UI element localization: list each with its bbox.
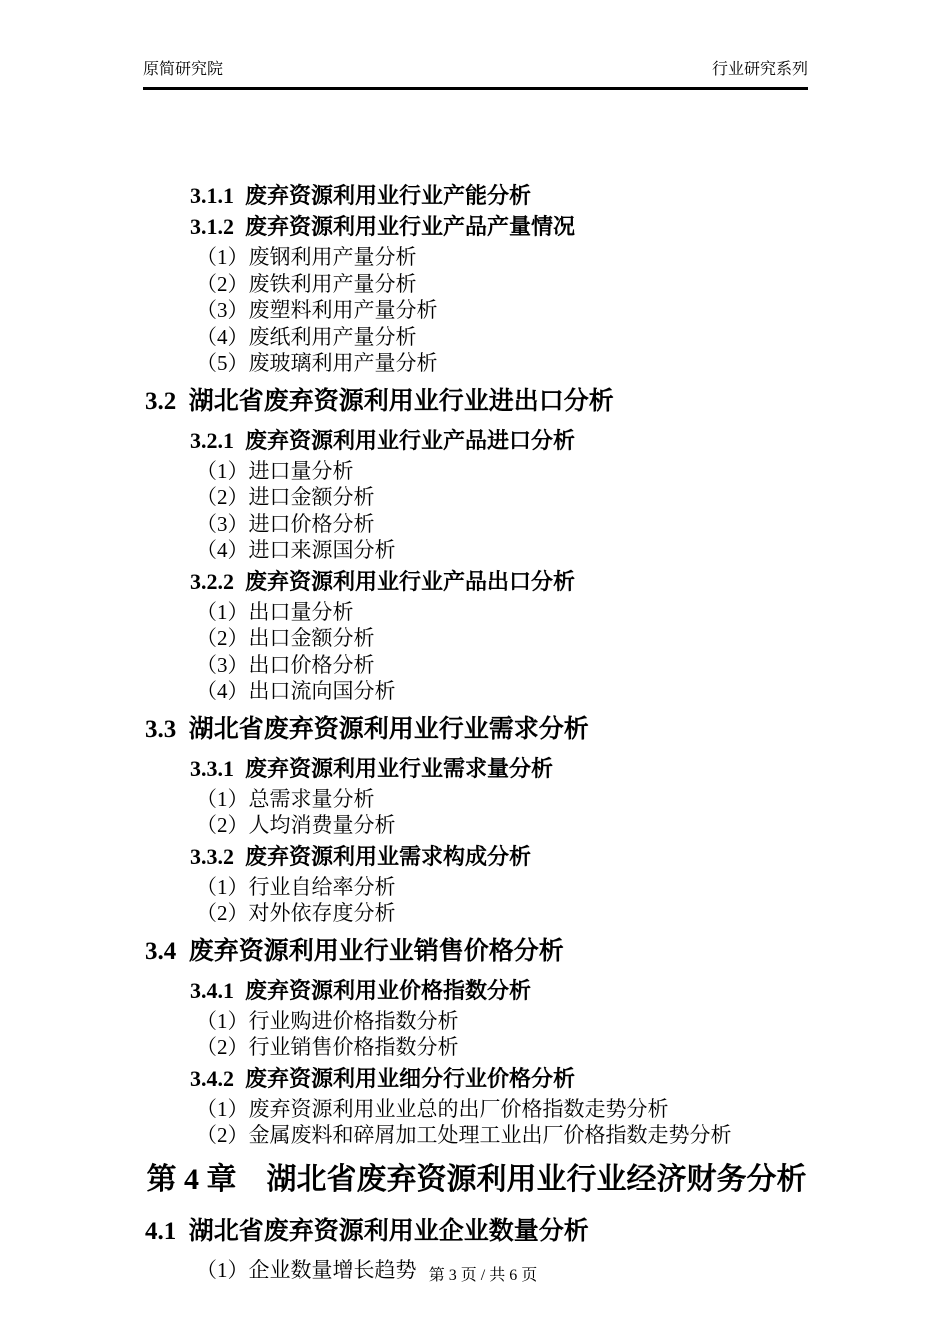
toc-entry-item: （1）总需求量分析 bbox=[196, 786, 375, 811]
header-left-text: 原简研究院 bbox=[143, 61, 224, 78]
toc-entry-h2: 4.1 湖北省废弃资源利用业企业数量分析 bbox=[145, 1217, 589, 1245]
header-right-text: 行业研究系列 bbox=[711, 61, 808, 78]
toc-entry-item: （1）出口量分析 bbox=[196, 599, 354, 624]
toc-entry-item: （5）废玻璃利用产量分析 bbox=[196, 351, 438, 375]
toc-entry-h3: 3.2.2 废弃资源利用业行业产品出口分析 bbox=[190, 568, 576, 594]
toc-entry-item: （1）废弃资源利用业业总的出厂价格指数走势分析 bbox=[196, 1096, 669, 1121]
toc-entry-h3: 3.4.1 废弃资源利用业价格指数分析 bbox=[190, 977, 532, 1003]
toc-entry-item: （2）金属废料和碎屑加工处理工业出厂价格指数走势分析 bbox=[196, 1123, 732, 1147]
page-number-indicator: 第 3 页 / 共 6 页 bbox=[428, 1267, 538, 1284]
toc-entry-h3: 3.1.2 废弃资源利用业行业产品产量情况 bbox=[190, 214, 576, 239]
toc-entry-h3: 3.1.1 废弃资源利用业行业产能分析 bbox=[190, 183, 532, 208]
toc-entry-h2: 3.3 湖北省废弃资源利用业行业需求分析 bbox=[145, 715, 589, 743]
toc-entry-h2: 3.2 湖北省废弃资源利用业行业进出口分析 bbox=[145, 387, 614, 415]
toc-entry-h3: 3.3.2 废弃资源利用业需求构成分析 bbox=[190, 843, 532, 869]
toc-entry-item: （2）对外依存度分析 bbox=[196, 901, 396, 925]
toc-entry-item: （3）出口价格分析 bbox=[196, 652, 375, 677]
toc-entry-item: （1）行业购进价格指数分析 bbox=[196, 1008, 459, 1033]
toc-entry-h2: 3.4 废弃资源利用业行业销售价格分析 bbox=[145, 937, 564, 965]
toc-entry-item: （4）出口流向国分析 bbox=[196, 679, 396, 703]
toc-entry-item: （1）进口量分析 bbox=[196, 458, 354, 483]
toc-entry-item: （3）进口价格分析 bbox=[196, 511, 375, 536]
toc-entry-item: （3）废塑料利用产量分析 bbox=[196, 298, 438, 322]
toc-entry-item: （2）进口金额分析 bbox=[196, 485, 375, 509]
toc-entry-item: （2）行业销售价格指数分析 bbox=[196, 1035, 459, 1059]
toc-entry-h3: 3.2.1 废弃资源利用业行业产品进口分析 bbox=[190, 427, 576, 453]
toc-entry-item: （2）人均消费量分析 bbox=[196, 813, 396, 837]
toc-entry-item: （1）企业数量增长趋势 bbox=[196, 1257, 417, 1282]
toc-entry-item: （1）废钢利用产量分析 bbox=[196, 245, 417, 269]
toc-entry-item: （4）废纸利用产量分析 bbox=[196, 324, 417, 349]
toc-entry-item: （4）进口来源国分析 bbox=[196, 538, 396, 562]
table-of-contents bbox=[145, 124, 808, 1283]
toc-entry-item: （2）出口金额分析 bbox=[196, 626, 375, 650]
toc-entry-item: （1）行业自给率分析 bbox=[196, 874, 396, 899]
page-header bbox=[143, 60, 808, 90]
toc-entry-item: （2）废铁利用产量分析 bbox=[196, 271, 417, 296]
toc-entry-h1: 第 4 章 湖北省废弃资源利用业行业经济财务分析 bbox=[146, 1162, 807, 1196]
page-footer bbox=[0, 1249, 950, 1303]
toc-entry-h3: 3.3.1 废弃资源利用业行业需求量分析 bbox=[190, 755, 554, 781]
toc-entry-h3: 3.4.2 废弃资源利用业细分行业价格分析 bbox=[190, 1065, 576, 1091]
